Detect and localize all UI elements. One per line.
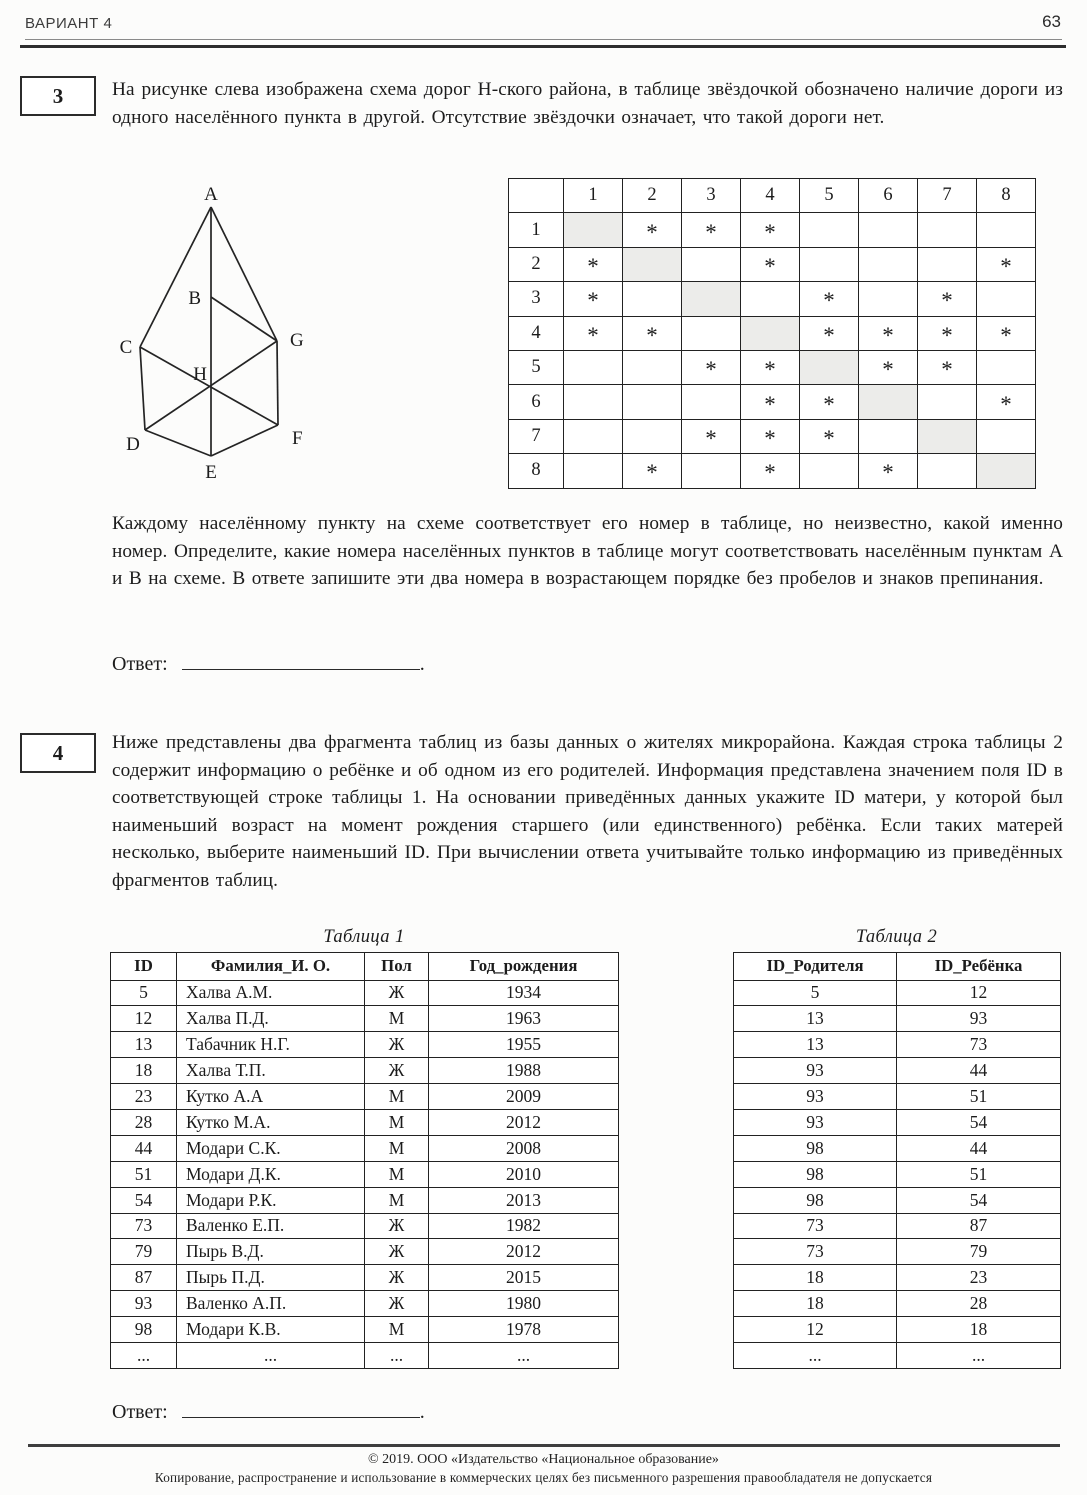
header-rule-thick [20,45,1066,48]
star-mark: * [705,219,717,245]
task3-number: 3 [52,83,64,108]
star-mark: * [823,391,835,417]
matrix-row [509,350,1036,384]
matrix-cell [682,350,741,384]
matrix-cell [918,385,977,419]
table2-title: Таблица 2 [855,927,938,947]
matrix-cell [564,213,623,247]
matrix-cell [741,419,800,453]
table-cell: Ж [365,1032,429,1058]
task3-answer-row [112,648,425,676]
matrix-cell [623,247,682,281]
residents-table [110,952,619,1369]
matrix-cell [741,213,800,247]
matrix-cell [977,316,1036,350]
matrix-cell [977,213,1036,247]
table-cell: 87 [111,1265,177,1291]
table-cell: 2008 [429,1135,619,1161]
table-row [111,1161,619,1187]
table-row [734,1135,1061,1161]
table-cell: 23 [111,1084,177,1110]
table-cell: 1978 [429,1317,619,1343]
matrix-cell [859,247,918,281]
table-cell: Халва П.Д. [177,1006,365,1032]
table-row [734,1006,1061,1032]
star-mark: * [705,357,717,383]
table-row [111,1291,619,1317]
table-cell: Ж [365,1058,429,1084]
matrix-cell [741,247,800,281]
matrix-cell [564,282,623,316]
table-row [111,1058,619,1084]
matrix-cell [918,316,977,350]
star-mark: * [587,253,599,279]
matrix-cell [859,454,918,488]
table2-col-header: ID_Ребёнка [897,953,1061,981]
table-row [111,1213,619,1239]
table-row [734,1058,1061,1084]
table-cell: Модари Р.К. [177,1187,365,1213]
matrix-row-header: 4 [509,316,564,350]
task4-number-box [20,733,96,773]
matrix-cell [800,419,859,453]
table-row [734,1291,1061,1317]
matrix-row-header: 1 [509,213,564,247]
matrix-cell [741,282,800,316]
matrix-cell [682,385,741,419]
table-cell: 51 [897,1084,1061,1110]
star-mark: * [941,288,953,314]
table-cell: 2010 [429,1161,619,1187]
star-mark: * [764,357,776,383]
table-cell: 98 [734,1135,897,1161]
matrix-cell [859,350,918,384]
star-mark: * [823,322,835,348]
table-cell: Халва Т.П. [177,1058,365,1084]
matrix-cell [623,350,682,384]
table-cell: 73 [897,1032,1061,1058]
table-row [734,1317,1061,1343]
matrix-cell [682,247,741,281]
matrix-cell [623,419,682,453]
matrix-cell [918,247,977,281]
matrix-row-header: 8 [509,454,564,488]
matrix-cell [977,419,1036,453]
matrix-row-header: 7 [509,419,564,453]
table-cell: Халва А.М. [177,980,365,1006]
table-row [111,1084,619,1110]
table-cell: 18 [734,1291,897,1317]
vertex-label-e: E [205,462,217,483]
table-cell: Валенко А.П. [177,1291,365,1317]
table-cell: 93 [734,1058,897,1084]
matrix-cell [682,419,741,453]
task4-answer-label: Ответ: [112,1401,168,1423]
table-cell: Кутко А.А [177,1084,365,1110]
matrix-cell [977,247,1036,281]
table-cell: 98 [734,1187,897,1213]
star-mark: * [1000,253,1012,279]
table1-title: Таблица 1 [323,927,405,947]
footer-rule [28,1444,1060,1447]
table-cell: 79 [897,1239,1061,1265]
matrix-cell [918,282,977,316]
matrix-cell [918,454,977,488]
table-cell: 93 [734,1109,897,1135]
table-cell: 23 [897,1265,1061,1291]
matrix-cell [859,419,918,453]
star-mark: * [764,219,776,245]
matrix-row-header: 5 [509,350,564,384]
matrix-cell [623,316,682,350]
matrix-cell [623,385,682,419]
table-row [111,980,619,1006]
table-cell: 5 [734,980,897,1006]
table-cell: 12 [897,980,1061,1006]
matrix-cell [977,454,1036,488]
table-cell: Пырь В.Д. [177,1239,365,1265]
task3-answer-period: . [419,653,425,675]
vertex-label-h: H [193,364,207,385]
star-mark: * [764,460,776,486]
vertex-label-a: A [204,184,218,205]
table-cell: 79 [111,1239,177,1265]
table-cell: 13 [734,1006,897,1032]
matrix-cell [564,419,623,453]
star-mark: * [587,322,599,348]
task4-answer-row [112,1396,425,1424]
matrix-cell [918,419,977,453]
matrix-cell [682,454,741,488]
star-mark: * [705,425,717,451]
table1-col-header: Год_рождения [429,953,619,981]
table-cell: М [365,1135,429,1161]
matrix-cell [741,454,800,488]
matrix-cell [800,350,859,384]
vertex-label-c: C [119,337,133,358]
table-cell: ... [365,1342,429,1368]
table2-col-header: ID_Родителя [734,953,897,981]
matrix-cell [800,282,859,316]
table-cell: Пырь П.Д. [177,1265,365,1291]
table-cell: 54 [111,1187,177,1213]
matrix-row [509,316,1036,350]
task4-number: 4 [52,740,64,765]
table1-col-header: Пол [365,953,429,981]
star-mark: * [646,460,658,486]
table-cell: 44 [897,1058,1061,1084]
task4-intro-text: Ниже представлены два фрагмента таблиц из базы данных о жителях микрорайона. Каждая строка таблицы 2 содержит информацию о ребёнке и об одном из его родителей. Информация представлена значением поля ID в соответствующей строке таблицы 1. На основании приведённых данных укажите ID матери, у которой был наименьший возраст на момент рождения старшего (или единственного) ребёнка. Если таких матерей несколько, выберите наименьший ID. При вычислении ответа учитывайте только информацию из приведённых фрагментов таблиц. [112,732,1063,891]
matrix-cell [741,350,800,384]
table-cell: 13 [734,1032,897,1058]
matrix-row [509,247,1036,281]
table-cell: 93 [734,1084,897,1110]
matrix-cell [859,213,918,247]
table-cell: Ж [365,980,429,1006]
page-number: 63 [1042,12,1061,31]
table-cell: 73 [734,1239,897,1265]
table-cell: 2009 [429,1084,619,1110]
table-row [111,1342,619,1368]
task3-answer-blank[interactable] [182,648,420,670]
footer-copyright: © 2019. ООО «Издательство «Национальное образование» [368,1452,719,1467]
table-row [111,1006,619,1032]
table-row [734,1109,1061,1135]
matrix-header-row [509,179,1036,213]
vertex-label-f: F [292,428,303,449]
table-cell: 18 [111,1058,177,1084]
star-mark: * [764,425,776,451]
table-cell: М [365,1317,429,1343]
matrix-cell [682,282,741,316]
star-mark: * [941,357,953,383]
table-cell: 18 [734,1265,897,1291]
table-cell: 98 [111,1317,177,1343]
table-cell: Модари С.К. [177,1135,365,1161]
star-mark: * [882,322,894,348]
matrix-cell [682,316,741,350]
matrix-cell [800,213,859,247]
vertex-label-g: G [290,330,304,351]
table-cell: 1934 [429,980,619,1006]
table-cell: ... [111,1342,177,1368]
table-cell: ... [897,1342,1061,1368]
table-cell: Модари К.В. [177,1317,365,1343]
matrix-cell [564,385,623,419]
vertex-label-b: B [188,288,201,309]
table-row [734,1161,1061,1187]
matrix-cell [682,213,741,247]
task3-intro-text: На рисунке слева изображена схема дорог Н-ского района, в таблице звёздочкой обозначено наличие дороги из одного населённого пункта в другой. Отсутствие звёздочки означает, что такой дороги нет. [112,79,1063,128]
star-mark: * [764,391,776,417]
table-cell: 5 [111,980,177,1006]
matrix-cell [977,350,1036,384]
table-row [111,1265,619,1291]
matrix-col-header: 5 [800,179,859,213]
star-mark: * [823,425,835,451]
table-cell: М [365,1109,429,1135]
table-cell: Ж [365,1239,429,1265]
matrix-cell [623,282,682,316]
table-row [734,1032,1061,1058]
matrix-cell [977,282,1036,316]
table-row [734,1187,1061,1213]
adjacency-matrix [508,178,1036,489]
matrix-corner-cell [509,179,564,213]
variant-label: ВАРИАНТ 4 [25,15,113,32]
matrix-cell [741,385,800,419]
matrix-col-header: 4 [741,179,800,213]
footer-notice: Копирование, распространение и использование в коммерческих целях без письменного разрешения правообладателя не допускается [154,1470,933,1485]
table-cell: 1988 [429,1058,619,1084]
table-cell: 73 [734,1213,897,1239]
table-cell: 18 [897,1317,1061,1343]
matrix-cell [564,454,623,488]
star-mark: * [646,322,658,348]
star-mark: * [823,288,835,314]
matrix-row [509,282,1036,316]
table-cell: 28 [897,1291,1061,1317]
star-mark: * [646,219,658,245]
table-cell: ... [429,1342,619,1368]
matrix-cell [800,454,859,488]
table2-header-row [734,953,1061,981]
table-row [111,1032,619,1058]
table-row [734,1265,1061,1291]
table-cell: Табачник Н.Г. [177,1032,365,1058]
table-cell: 1982 [429,1213,619,1239]
table-cell: Ж [365,1265,429,1291]
table-cell: Ж [365,1213,429,1239]
table-cell: 54 [897,1187,1061,1213]
matrix-cell [918,213,977,247]
task4-answer-period: . [419,1401,425,1423]
star-mark: * [941,322,953,348]
header-rule-thin [25,39,1062,40]
matrix-col-header: 1 [564,179,623,213]
table-cell: ... [177,1342,365,1368]
table-cell: 93 [111,1291,177,1317]
task4-answer-blank[interactable] [182,1396,420,1418]
table-cell: М [365,1084,429,1110]
table-row [734,1342,1061,1368]
matrix-cell [859,385,918,419]
table-cell: Кутко М.А. [177,1109,365,1135]
matrix-cell [564,316,623,350]
task3-answer-label: Ответ: [112,653,168,675]
table-cell: 12 [734,1317,897,1343]
table-cell: М [365,1161,429,1187]
matrix-cell [859,282,918,316]
table-cell: М [365,1006,429,1032]
table-row [734,1213,1061,1239]
matrix-row [509,213,1036,247]
table-row [734,1239,1061,1265]
table-cell: 28 [111,1109,177,1135]
vertex-label-d: D [126,434,140,455]
matrix-col-header: 7 [918,179,977,213]
table-cell: 1955 [429,1032,619,1058]
table-cell: М [365,1187,429,1213]
task3-question-text: Каждому населённому пункту на схеме соответствует его номер в таблице, но неизвестно, какой именно номер. Определите, какие номера населённых пунктов в таблице могут соответствовать населённым пунктам A и B на схеме. В ответе запишите эти два номера в возрастающем порядке без пробелов и знаков препинания. [112,513,1063,590]
matrix-cell [564,350,623,384]
table-row [111,1239,619,1265]
matrix-col-header: 2 [623,179,682,213]
table-row [111,1317,619,1343]
matrix-cell [564,247,623,281]
road-scheme-graph [95,180,395,490]
matrix-row-header: 6 [509,385,564,419]
matrix-cell [859,316,918,350]
star-mark: * [1000,391,1012,417]
star-mark: * [587,288,599,314]
star-mark: * [882,357,894,383]
table-cell: 51 [897,1161,1061,1187]
table-cell: 2015 [429,1265,619,1291]
matrix-cell [623,454,682,488]
table-row [734,1084,1061,1110]
graph-edges [140,207,278,456]
table-cell: 54 [897,1109,1061,1135]
table-row [111,1187,619,1213]
matrix-col-header: 3 [682,179,741,213]
table-cell: 93 [897,1006,1061,1032]
table-cell: 44 [897,1135,1061,1161]
matrix-cell [918,350,977,384]
table-cell: 12 [111,1006,177,1032]
table-cell: ... [734,1342,897,1368]
matrix-row [509,454,1036,488]
table-cell: 2012 [429,1109,619,1135]
table-row [734,980,1061,1006]
matrix-cell [800,385,859,419]
table-cell: 44 [111,1135,177,1161]
table-row [111,1109,619,1135]
matrix-col-header: 6 [859,179,918,213]
table-cell: 13 [111,1032,177,1058]
table-cell: 1963 [429,1006,619,1032]
table-cell: 2013 [429,1187,619,1213]
matrix-cell [800,316,859,350]
table1-header-row [111,953,619,981]
matrix-row-header: 2 [509,247,564,281]
matrix-row-header: 3 [509,282,564,316]
task3-number-box [20,76,96,116]
matrix-cell [800,247,859,281]
table1-col-header: ID [111,953,177,981]
parent-child-table [733,952,1061,1369]
table-cell: 51 [111,1161,177,1187]
table-cell: Модари Д.К. [177,1161,365,1187]
matrix-cell [623,213,682,247]
table-cell: 1980 [429,1291,619,1317]
star-mark: * [882,460,894,486]
matrix-cell [977,385,1036,419]
star-mark: * [1000,322,1012,348]
star-mark: * [764,253,776,279]
matrix-row [509,419,1036,453]
table1-col-header: Фамилия_И. О. [177,953,365,981]
table-cell: 98 [734,1161,897,1187]
table-cell: 87 [897,1213,1061,1239]
table-cell: Ж [365,1291,429,1317]
matrix-cell [741,316,800,350]
table-cell: 73 [111,1213,177,1239]
table-cell: Валенко Е.П. [177,1213,365,1239]
matrix-col-header: 8 [977,179,1036,213]
table-cell: 2012 [429,1239,619,1265]
matrix-row [509,385,1036,419]
table-row [111,1135,619,1161]
